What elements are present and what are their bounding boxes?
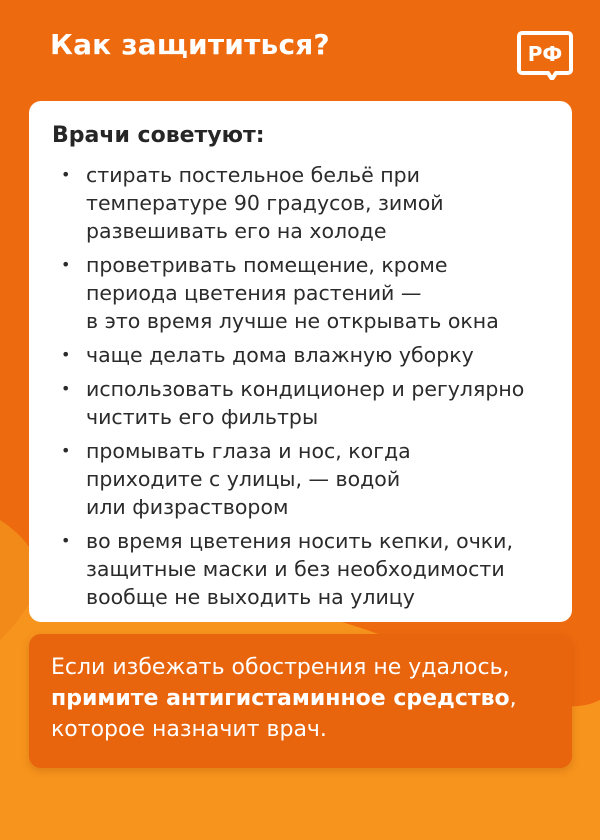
note-line-3: которое назначит врач. [51, 717, 327, 742]
item-line: вообще не выходить на улицу [86, 585, 415, 609]
rf-logo-text: РФ [527, 42, 563, 66]
bullet-icon: • [61, 255, 71, 274]
bullet-icon: • [61, 531, 71, 550]
item-line: приходите с улицы, — водой [86, 467, 401, 491]
item-line: защитные маски и без необходимости [86, 557, 505, 581]
note-line-1: Если избежать обострения не удалось, [51, 655, 510, 680]
list-item [51, 161, 552, 245]
item-line: во время цветения носить кепки, очки, [86, 529, 514, 553]
item-line: периода цветения растений — [86, 281, 422, 305]
item-line: стирать постельное бельё при [86, 163, 420, 187]
list-item [51, 437, 552, 521]
list-item [51, 527, 552, 611]
note-comma: , [509, 686, 517, 711]
advice-list [51, 161, 552, 611]
list-item [51, 341, 552, 369]
card-heading: Врачи советуют: [52, 123, 265, 148]
bullet-icon: • [61, 441, 71, 460]
list-item [51, 251, 552, 335]
item-line: проветривать помещение, кроме [86, 253, 448, 277]
bullet-icon: • [61, 165, 71, 184]
page-title: Как защититься? [50, 28, 330, 61]
item-line: чаще делать дома влажную уборку [86, 343, 474, 367]
item-line: чистить его фильтры [86, 405, 319, 429]
warning-note [29, 634, 572, 768]
item-line: промывать глаза и нос, когда [86, 439, 411, 463]
bullet-icon: • [61, 379, 71, 398]
bullet-icon: • [61, 345, 71, 364]
item-line: температуре 90 градусов, зимой [86, 191, 444, 215]
item-line: использовать кондиционер и регулярно [86, 377, 525, 401]
item-line: в это время лучше не открывать окна [86, 309, 499, 333]
note-bold-text: примите антигистаминное средство [51, 686, 510, 711]
item-line: или физраствором [86, 495, 289, 519]
list-item [51, 375, 552, 431]
note-text [51, 652, 556, 745]
advice-card [29, 101, 572, 622]
rf-logo-icon [516, 30, 574, 80]
item-line: развешивать его на холоде [86, 219, 387, 243]
